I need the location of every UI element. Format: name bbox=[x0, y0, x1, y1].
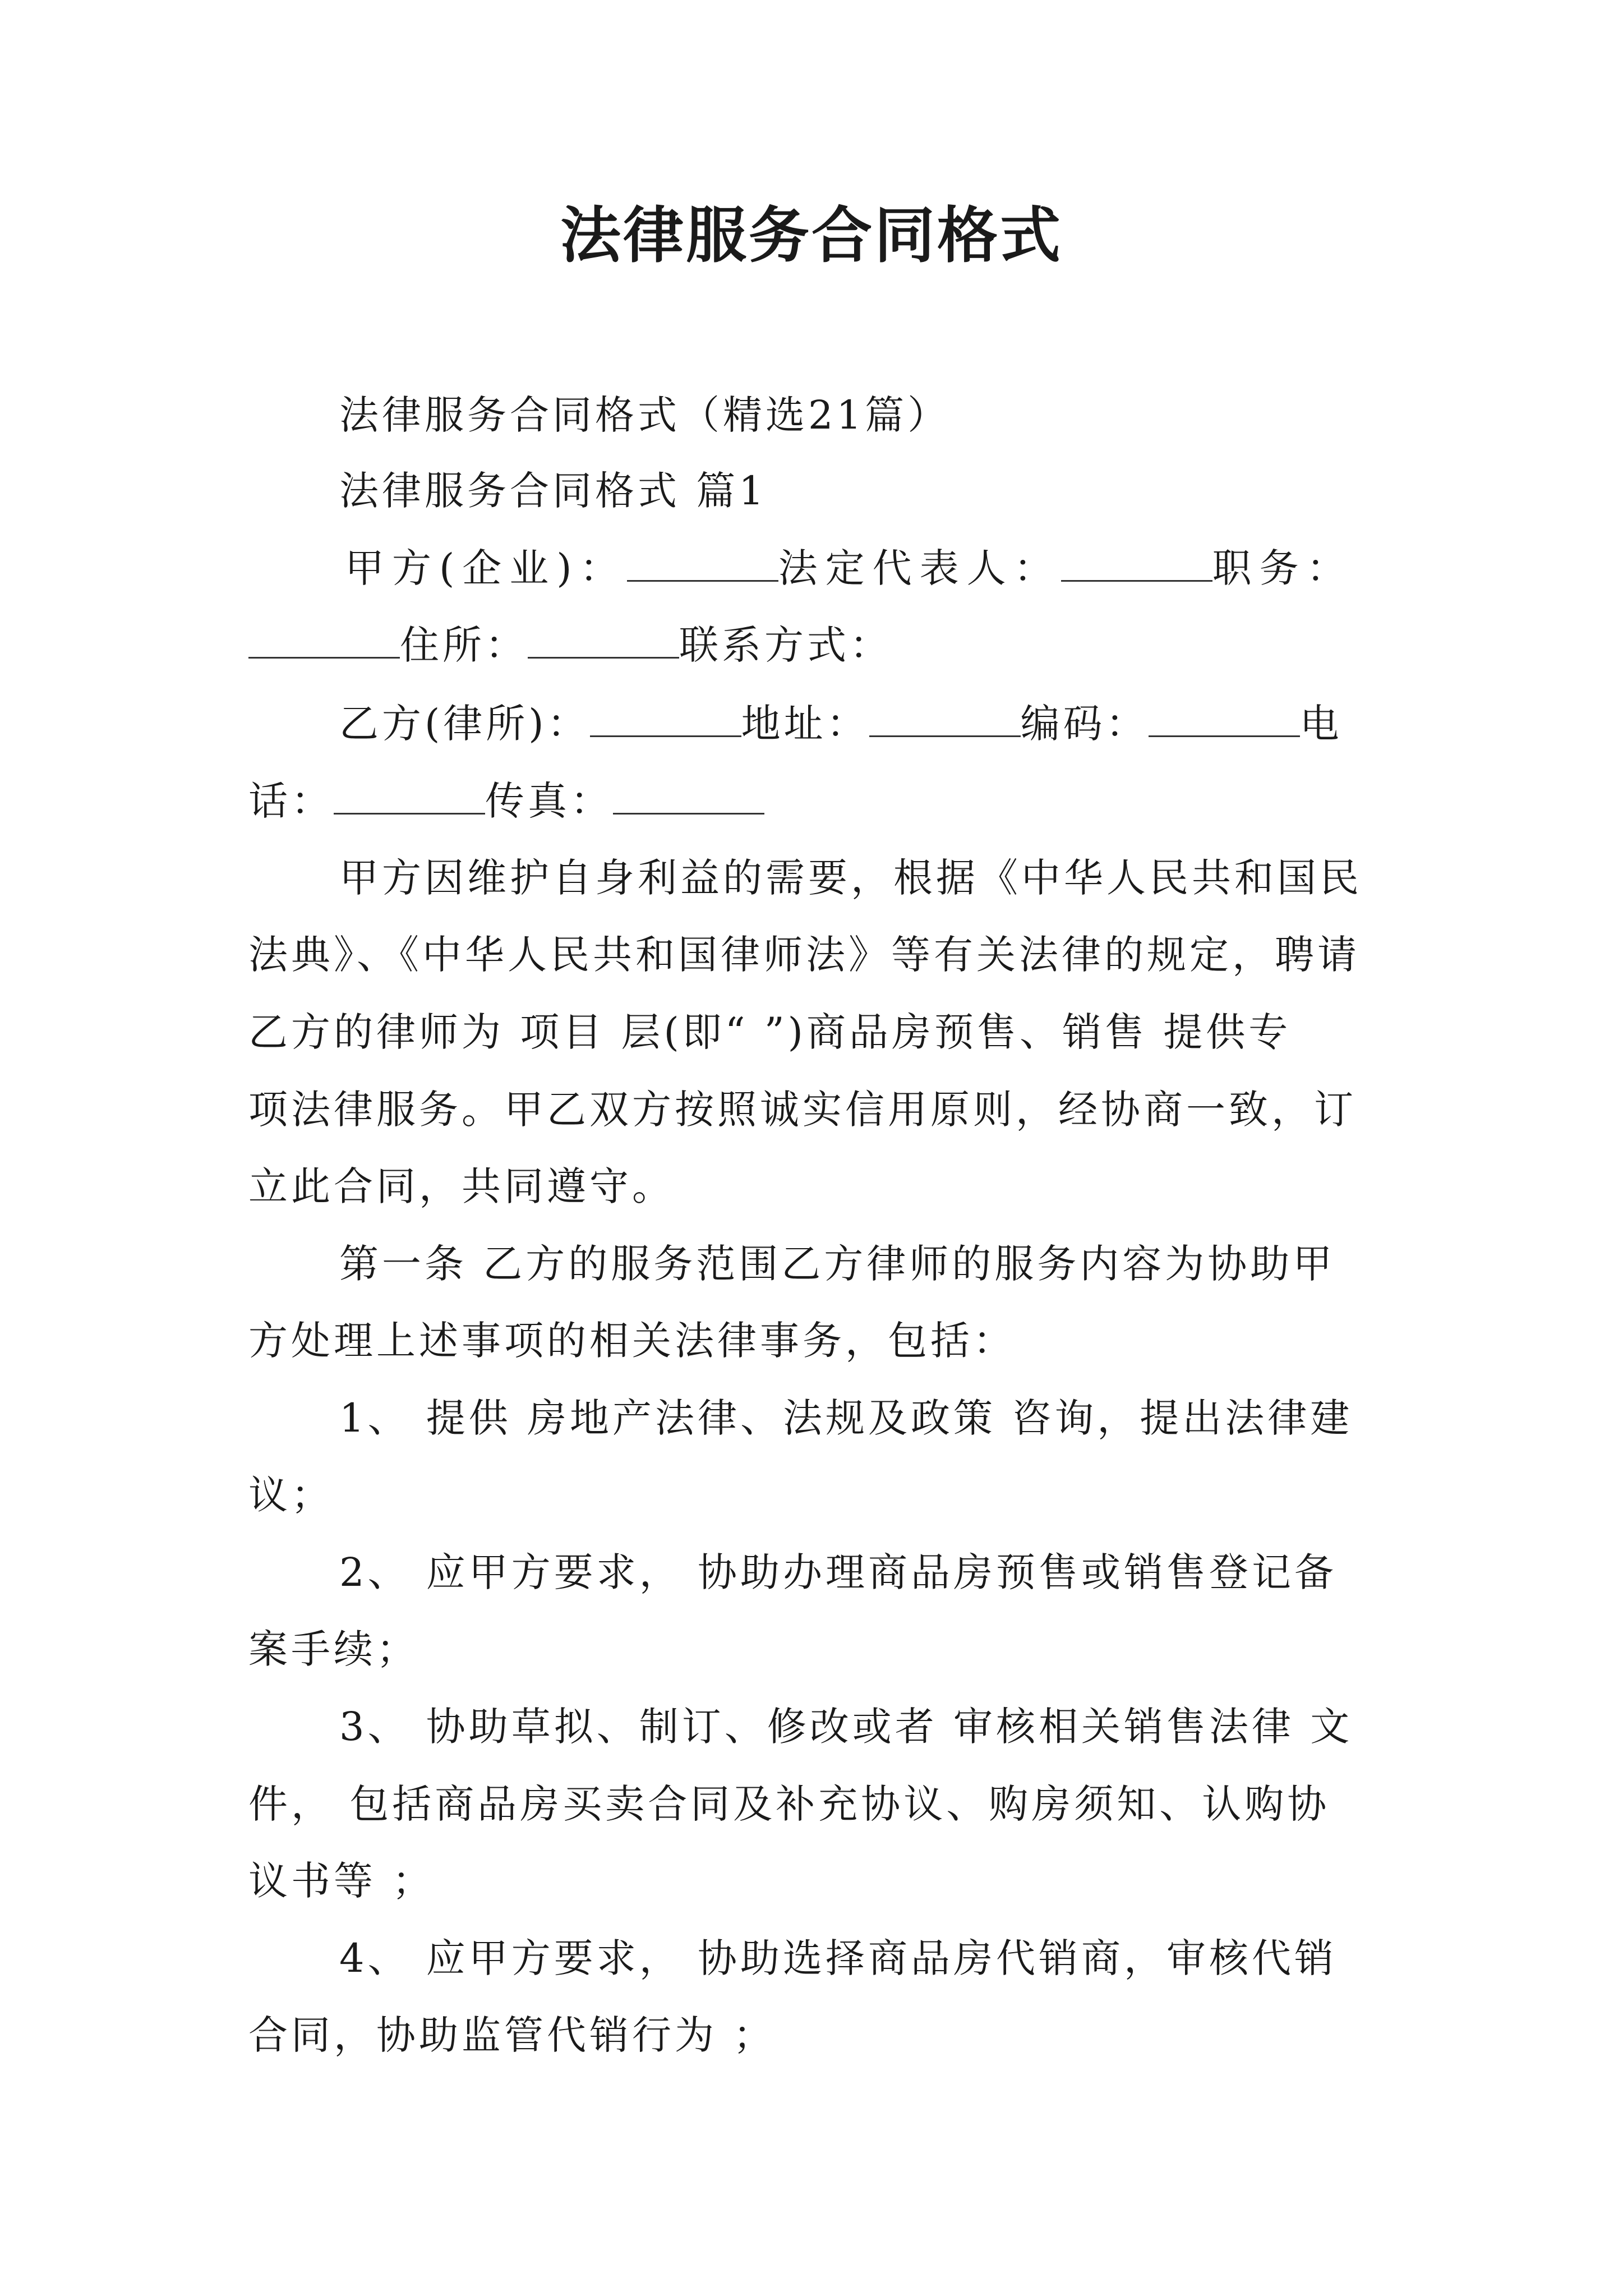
party-b-label: 乙方(律所)： bbox=[339, 701, 590, 747]
blank-field bbox=[1061, 546, 1212, 582]
blank-field bbox=[1149, 702, 1300, 737]
article1-line: 第一条 乙方的服务范围乙方律师的服务内容为协助甲 bbox=[339, 1241, 1336, 1287]
blank-field bbox=[590, 702, 741, 737]
item3-line: 3、 协助草拟、制订、修改或者 审核相关销售法律 文 bbox=[339, 1704, 1353, 1750]
item1-line: 1、 提供 房地产法律、法规及政策 咨询，提出法律建 bbox=[339, 1395, 1353, 1441]
party-b-address-label: 地址： bbox=[741, 701, 869, 747]
item4-line: 4、 应甲方要求， 协助选择商品房代销商，审核代销 bbox=[339, 1935, 1338, 1981]
blank-field bbox=[528, 623, 679, 659]
legal-rep-label: 法定代表人： bbox=[778, 545, 1061, 591]
blank-field bbox=[627, 546, 778, 582]
item4-line: 合同，协助监管代销行为 ； bbox=[248, 2012, 776, 2058]
para1-line: 法典》、《中华人民共和国律师法》等有关法律的规定，聘请 bbox=[248, 932, 1360, 978]
section-heading: 法律服务合同格式 篇1 bbox=[339, 468, 767, 514]
phone-label-start: 电 bbox=[1299, 701, 1343, 747]
article1-line: 方处理上述事项的相关法律事务，包括： bbox=[248, 1318, 1016, 1364]
item1-line: 议； bbox=[248, 1472, 334, 1518]
fax-label: 传真： bbox=[485, 778, 613, 824]
position-label: 职务： bbox=[1212, 545, 1354, 591]
para1-line: 立此合同，共同遵守。 bbox=[248, 1163, 675, 1209]
item3-line: 议书等 ； bbox=[248, 1858, 435, 1904]
para1-line: 乙方的律师为 项目 层(即“ ”)商品房预售、销售 提供专 bbox=[248, 1009, 1292, 1055]
postcode-label: 编码： bbox=[1020, 701, 1149, 747]
document-title: 法律服务合同格式 bbox=[560, 200, 1063, 271]
phone-label-end: 话： bbox=[248, 778, 334, 824]
item2-line: 案手续； bbox=[248, 1626, 419, 1672]
blank-field bbox=[613, 779, 764, 815]
party-a-line-2 bbox=[248, 617, 892, 673]
party-b-line-1 bbox=[339, 696, 1343, 752]
item2-line: 2、 应甲方要求， 协助办理商品房预售或销售登记备 bbox=[339, 1549, 1338, 1595]
contact-label: 联系方式： bbox=[679, 622, 892, 668]
address-label: 住所： bbox=[400, 622, 528, 668]
party-a-line-1 bbox=[345, 540, 1354, 596]
party-b-line-2 bbox=[248, 773, 764, 829]
party-a-label: 甲方(企业)： bbox=[345, 545, 627, 591]
blank-field bbox=[334, 779, 485, 815]
para1-line: 甲方因维护自身利益的需要，根据《中华人民共和国民 bbox=[339, 855, 1362, 901]
blank-field bbox=[248, 623, 400, 659]
para1-line: 项法律服务。甲乙双方按照诚实信用原则，经协商一致，订 bbox=[248, 1087, 1357, 1133]
item3-line: 件， 包括商品房买卖合同及补充协议、购房须知、认购协 bbox=[248, 1781, 1330, 1827]
blank-field bbox=[869, 702, 1021, 737]
subtitle: 法律服务合同格式（精选21篇） bbox=[339, 392, 951, 438]
